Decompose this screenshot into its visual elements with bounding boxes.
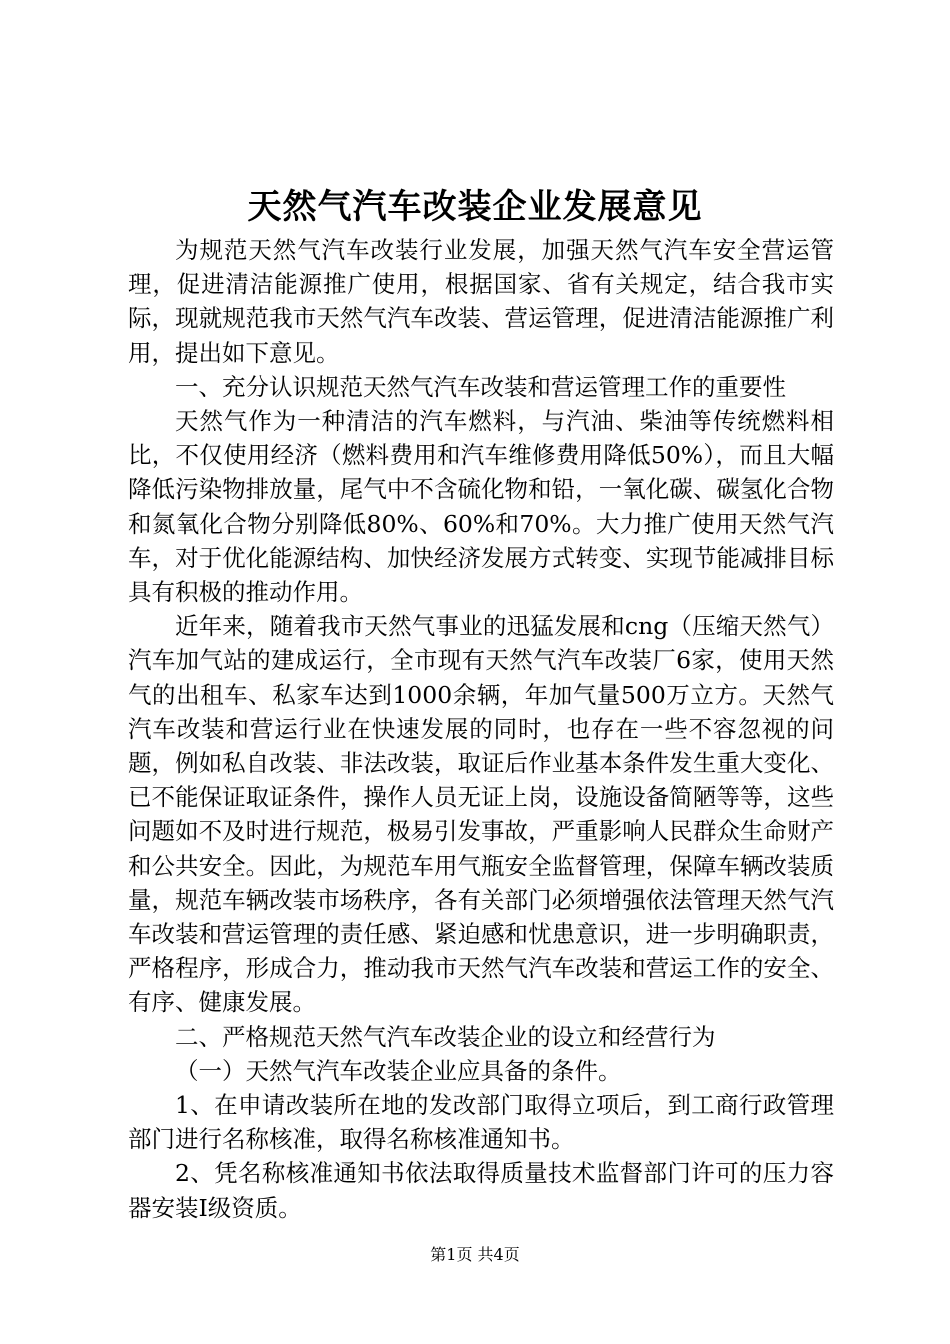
paragraph-current-situation: 近年来，随着我市天然气事业的迅猛发展和cng（压缩天然气）汽车加气站的建成运行，全市现有天然气汽车改装厂6家，使用天然气的出租车、私家车达到1000余辆，年加气量500万立方。天然气汽车改装和营运行业在快速发展的同时，也存在一些不容忽视的问题，例如私自改装、非法改装，取证后作业基本条件发生重大变化、已不能保证取证条件，操作人员无证上岗，设施设备简陋等等，这些问题如不及时进行规范，极易引发事故，严重影响人民群众生命财产和公共安全。因此，为规范车用气瓶安全监督管理，保障车辆改装质量，规范车辆改装市场秩序，各有关部门必须增强依法管理天然气汽车改装和营运管理的责任感、紧迫感和忧患意识，进一步明确职责，严格程序，形成合力，推动我市天然气汽车改装和营运工作的安全、有序、健康发展。 [128, 612, 834, 1017]
section-heading-1: 一、充分认识规范天然气汽车改装和营运管理工作的重要性 [175, 372, 786, 401]
paragraph-intro: 为规范天然气汽车改装行业发展，加强天然气汽车安全营运管理，促进清洁能源推广使用，根据国家、省有关规定，结合我市实际，现就规范我市天然气汽车改装、营运管理，促进清洁能源推广利用，提出如下意见。 [128, 236, 834, 367]
list-item-2: 2、凭名称核准通知书依法取得质量技术监督部门许可的压力容器安装Ⅰ级资质。 [128, 1159, 834, 1222]
subsection-heading-1: （一）天然气汽车改装企业应具备的条件。 [175, 1056, 622, 1085]
page-footer: 第1页 共4页 [430, 1245, 520, 1264]
paragraph-natural-gas-benefits: 天然气作为一种清洁的汽车燃料，与汽油、柴油等传统燃料相比，不仅使用经济（燃料费用和汽车维修费用降低50%），而且大幅降低污染物排放量，尾气中不含硫化物和铅，一氧化碳、碳氢化合物和氮氧化合物分别降低80%、60%和70%。大力推广使用天然气汽车，对于优化能源结构、加快经济发展方式转变、实现节能减排目标具有积极的推动作用。 [128, 407, 834, 607]
document-body [128, 233, 834, 1225]
section-heading-2: 二、严格规范天然气汽车改装企业的设立和经营行为 [175, 1022, 716, 1051]
list-item-1: 1、在申请改装所在地的发改部门取得立项后，到工商行政管理部门进行名称核准，取得名称核准通知书。 [128, 1091, 834, 1154]
page-title: 天然气汽车改装企业发展意见 [247, 187, 703, 227]
